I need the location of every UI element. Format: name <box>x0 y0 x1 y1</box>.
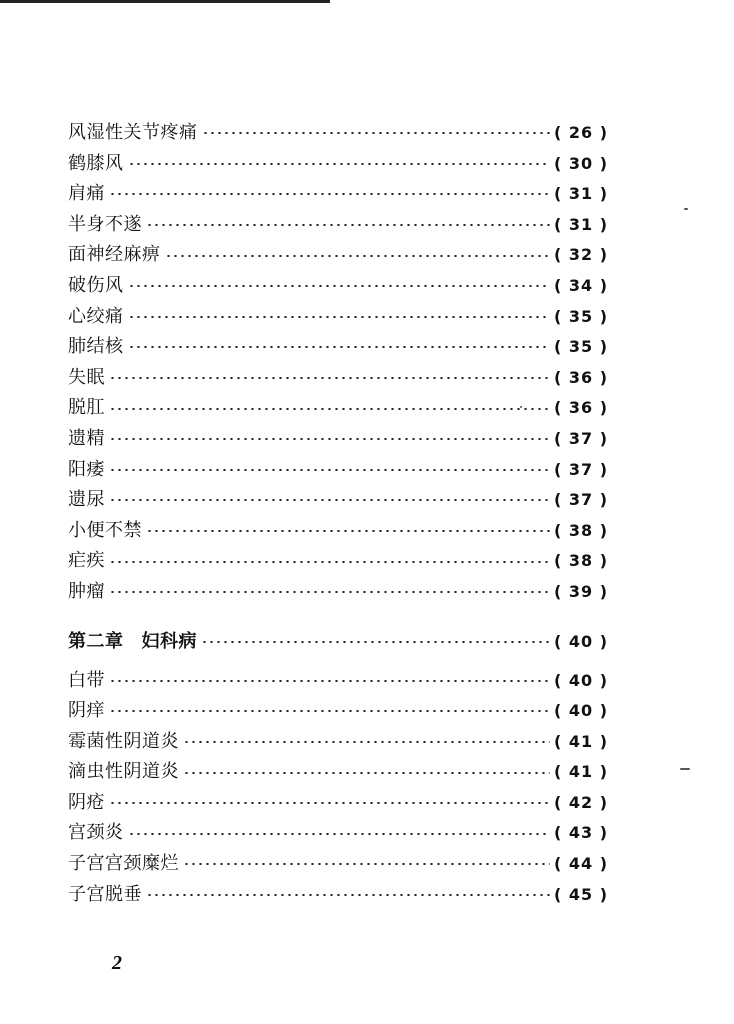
dot-leader <box>109 438 550 440</box>
toc-entry-title: 遗精 <box>68 427 105 449</box>
scan-speck <box>684 208 688 210</box>
dot-leader <box>109 710 550 712</box>
toc-entry-page: ( 31 ) <box>553 214 608 234</box>
toc-entry <box>68 240 608 271</box>
dot-leader <box>109 377 550 379</box>
toc-entry <box>68 271 608 302</box>
toc-entry <box>68 666 608 697</box>
toc-entry-page: ( 43 ) <box>553 823 608 843</box>
dot-leader <box>109 802 550 804</box>
chapter-number: 第二章 <box>68 630 124 652</box>
dot-leader <box>128 285 550 287</box>
toc-entry-title: 肺结核 <box>68 336 124 358</box>
dot-leader <box>146 530 550 532</box>
toc-entry-title: 面神经麻痹 <box>68 244 161 266</box>
toc-entry-title: 脱肛 <box>68 397 105 419</box>
dot-leader <box>128 346 550 348</box>
dot-leader <box>201 641 550 643</box>
toc-entry-title: 白带 <box>68 669 105 691</box>
dot-leader <box>109 591 550 593</box>
toc-entry <box>68 788 608 819</box>
dot-leader <box>128 163 550 165</box>
toc-entry-page: ( 40 ) <box>553 701 608 721</box>
toc-entry-title: 肿瘤 <box>68 580 105 602</box>
toc-entry-page: ( 39 ) <box>553 581 608 601</box>
toc-entry <box>68 149 608 180</box>
toc-entry-page: ( 45 ) <box>553 884 608 904</box>
dot-leader <box>202 132 550 134</box>
toc-entry <box>68 332 608 363</box>
dot-leader <box>183 772 550 774</box>
toc-entry <box>68 849 608 880</box>
scan-speck <box>680 768 690 770</box>
dot-leader <box>109 469 550 471</box>
toc-entry-page: ( 30 ) <box>553 153 608 173</box>
table-of-contents <box>68 118 608 910</box>
toc-entry-page: ( 37 ) <box>553 490 608 510</box>
dot-leader <box>128 316 550 318</box>
toc-entry-title: 小便不禁 <box>68 519 142 541</box>
dot-leader <box>109 680 550 682</box>
toc-entry-title: 疟疾 <box>68 550 105 572</box>
toc-entry-title: 遗尿 <box>68 489 105 511</box>
toc-entry <box>68 455 608 486</box>
toc-entry-title: 阳痿 <box>68 458 105 480</box>
toc-entry-title: 肩痛 <box>68 183 105 205</box>
scan-speck <box>520 406 522 408</box>
toc-entry <box>68 179 608 210</box>
footer-page-number: 2 <box>112 952 122 974</box>
toc-entry <box>68 118 608 149</box>
chapter-heading <box>68 622 608 662</box>
toc-entry <box>68 393 608 424</box>
toc-entry <box>68 516 608 547</box>
toc-entry <box>68 757 608 788</box>
toc-entry-page: ( 37 ) <box>553 428 608 448</box>
toc-entry-title: 霉菌性阴道炎 <box>68 730 179 752</box>
toc-entry-title: 破伤风 <box>68 274 124 296</box>
toc-entry <box>68 363 608 394</box>
toc-entry-page: ( 40 ) <box>553 670 608 690</box>
toc-entry-page: ( 38 ) <box>553 551 608 571</box>
toc-entry-title: 子宫宫颈糜烂 <box>68 853 179 875</box>
toc-entry-title: 宫颈炎 <box>68 822 124 844</box>
dot-leader <box>128 833 550 835</box>
toc-entry-page: ( 41 ) <box>553 731 608 751</box>
dot-leader <box>109 561 550 563</box>
toc-entry-title: 子宫脱垂 <box>68 883 142 905</box>
toc-entry-page: ( 41 ) <box>553 762 608 782</box>
dot-leader <box>109 499 550 501</box>
toc-entry-page: ( 37 ) <box>553 459 608 479</box>
toc-entry-page: ( 44 ) <box>553 854 608 874</box>
toc-entry-title: 阴疮 <box>68 791 105 813</box>
toc-entry-page: ( 36 ) <box>553 367 608 387</box>
toc-entry <box>68 302 608 333</box>
dot-leader <box>109 193 550 195</box>
dot-leader <box>183 741 550 743</box>
toc-entry-page: ( 32 ) <box>553 245 608 265</box>
toc-entry <box>68 577 608 608</box>
dot-leader <box>183 863 550 865</box>
toc-entry-title: 失眠 <box>68 366 105 388</box>
toc-entry-page: ( 31 ) <box>553 184 608 204</box>
dot-leader <box>165 255 550 257</box>
toc-entry-title: 鹤膝风 <box>68 152 124 174</box>
toc-entry-page: ( 34 ) <box>553 275 608 295</box>
chapter-page: ( 40 ) <box>553 631 608 651</box>
toc-entry <box>68 424 608 455</box>
toc-entry-page: ( 36 ) <box>553 398 608 418</box>
toc-entry-title: 半身不遂 <box>68 213 142 235</box>
toc-entry-title: 心绞痛 <box>68 305 124 327</box>
toc-entry <box>68 818 608 849</box>
toc-entry-page: ( 26 ) <box>553 123 608 142</box>
toc-entry-title: 风湿性关节疼痛 <box>68 122 198 143</box>
dot-leader <box>109 408 550 410</box>
toc-entry <box>68 880 608 911</box>
dot-leader <box>146 224 550 226</box>
toc-entry <box>68 546 608 577</box>
dot-leader <box>146 894 550 896</box>
toc-entry-page: ( 42 ) <box>553 792 608 812</box>
toc-entry-page: ( 38 ) <box>553 520 608 540</box>
toc-entry <box>68 210 608 241</box>
chapter-title: 妇科病 <box>141 630 197 652</box>
toc-entry <box>68 696 608 727</box>
top-border-rule <box>0 0 330 3</box>
toc-entry-title: 阴痒 <box>68 700 105 722</box>
toc-entry-title: 滴虫性阴道炎 <box>68 761 179 783</box>
toc-entry-page: ( 35 ) <box>553 306 608 326</box>
toc-entry <box>68 485 608 516</box>
toc-entry-page: ( 35 ) <box>553 337 608 357</box>
toc-entry <box>68 727 608 758</box>
